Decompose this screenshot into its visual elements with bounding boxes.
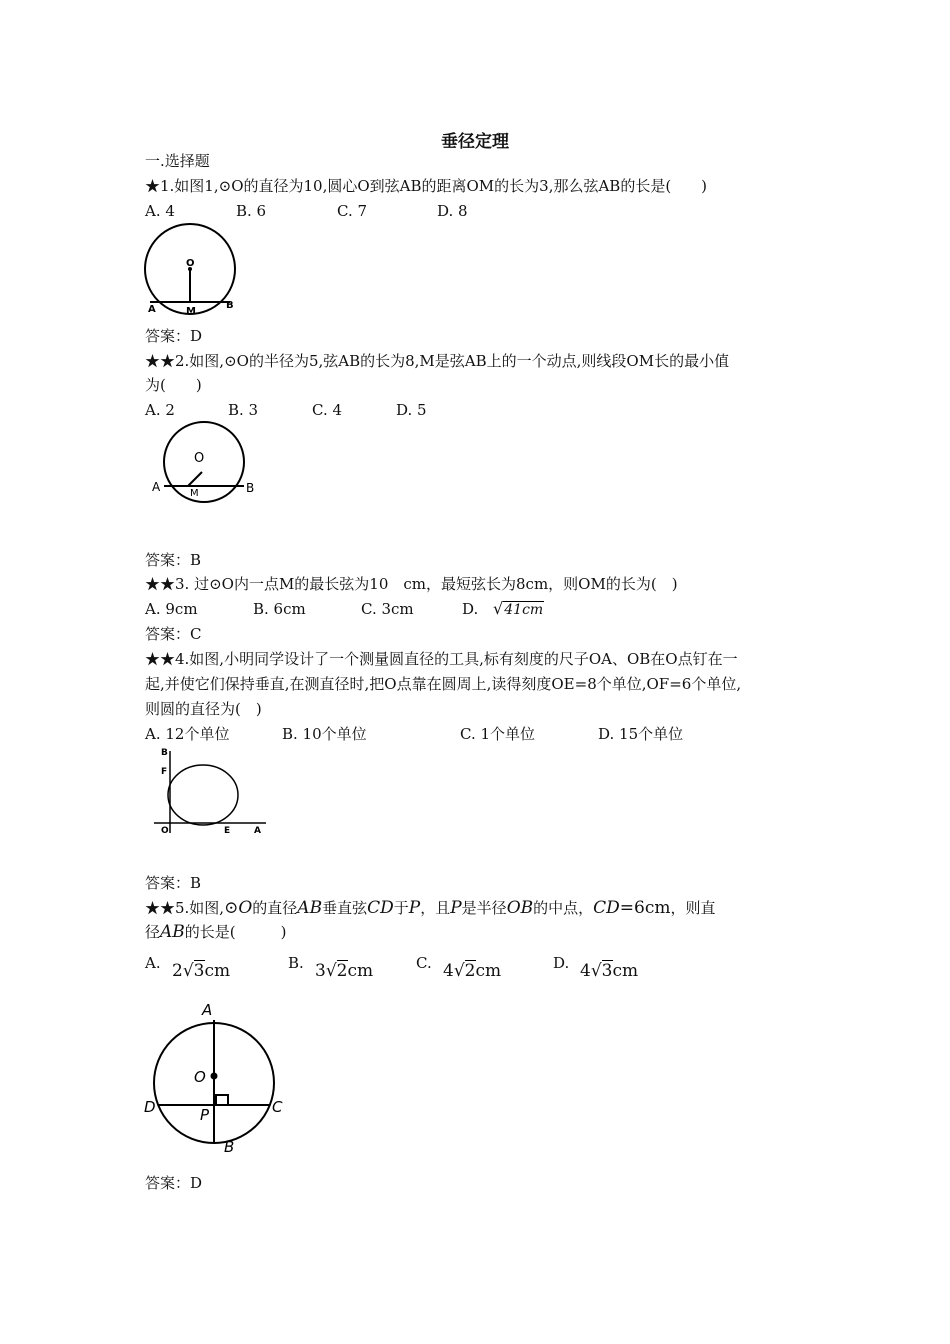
q5-option-b-rad: 2	[336, 961, 348, 981]
section-heading: 一.选择题	[145, 152, 210, 170]
q3-option-d-label: D.	[462, 600, 479, 618]
q5-var-p2: P	[450, 898, 462, 918]
q5-option-b-value	[315, 961, 373, 981]
q5-option-d-unit: cm	[612, 961, 639, 981]
q5-option-b-unit: cm	[347, 961, 374, 981]
q5-option-a-unit: cm	[204, 961, 231, 981]
q2-label-o: O	[194, 451, 205, 466]
q5-var-o: O	[238, 898, 253, 918]
q4-answer: 答案：B	[145, 874, 202, 892]
question-3-text: ★★3. 过⊙O内一点M的最长弦为10 cm，最短弦长为8cm，则OM的长为( )	[145, 575, 678, 593]
q5-option-c-unit: cm	[475, 961, 502, 981]
q5-var-ab2: AB	[160, 922, 185, 942]
q3-answer: 答案：C	[145, 625, 202, 643]
q5-option-b-coef: 3	[315, 961, 326, 981]
q4-option-b: B. 10个单位	[282, 725, 367, 743]
q5-option-a-label: A.	[145, 954, 161, 972]
q1-label-a: A	[148, 304, 156, 315]
q4-circle	[168, 765, 238, 825]
q2-segment-om	[188, 472, 202, 486]
q5-option-d-label: D.	[553, 954, 570, 972]
q1-answer: 答案：D	[145, 327, 203, 345]
q5-t3: 于	[393, 899, 409, 917]
q5-option-a-coef: 2	[172, 961, 183, 981]
q3-option-b: B. 6cm	[253, 600, 306, 618]
q5-cd-eq: =6cm	[619, 898, 671, 918]
q1-option-a: A. 4	[145, 202, 175, 220]
q4-option-d: D. 15个单位	[598, 725, 684, 743]
q2-label-b: B	[246, 481, 255, 495]
sqrt-icon: √	[590, 961, 602, 981]
q5-right-angle-mark	[216, 1095, 228, 1105]
q4-option-c: C. 1个单位	[460, 725, 536, 743]
q5-label-c: C	[272, 1098, 283, 1116]
question-5-text-line1	[145, 898, 716, 918]
q5-var-cd: CD	[367, 898, 394, 918]
q1-figure	[138, 222, 248, 320]
q5-label-o: O	[194, 1068, 206, 1086]
question-1-text: ★1.如图1,⊙O的直径为10,圆心O到弦AB的距离OM的长为3,那么弦AB的长是( )	[145, 177, 708, 195]
q4-figure	[148, 743, 270, 838]
q5-figure	[140, 1000, 295, 1158]
q5-t5: 是半径	[461, 899, 507, 917]
q3-option-c: C. 3cm	[361, 600, 414, 618]
q5-option-a-rad: 3	[193, 961, 205, 981]
q5-line2-a: 径	[145, 923, 161, 941]
question-5-text-line2	[145, 922, 287, 942]
q1-label-m: M	[186, 306, 196, 317]
q1-label-o: O	[186, 258, 195, 269]
q5-t6: 的中点，	[533, 899, 594, 917]
q3-option-d	[462, 599, 544, 620]
q2-option-c: C. 4	[312, 401, 343, 419]
q1-label-b: B	[226, 300, 234, 311]
q5-label-b: B	[224, 1138, 235, 1156]
q1-option-d: D. 8	[437, 202, 468, 220]
sqrt-icon: √	[493, 599, 504, 618]
q5-option-d-coef: 4	[580, 961, 591, 981]
q5-line2-b: 的长是( )	[184, 923, 287, 941]
q5-label-p: P	[200, 1106, 210, 1124]
sqrt-icon: √	[325, 961, 337, 981]
q2-label-m: M	[190, 488, 199, 499]
q4-label-f: F	[161, 767, 168, 777]
q5-label-a: A	[202, 1001, 213, 1019]
q1-option-b: B. 6	[236, 202, 267, 220]
q5-label-d: D	[144, 1098, 156, 1116]
q3-option-d-radicand: 41cm	[504, 602, 544, 618]
q5-option-c-label: C.	[416, 954, 432, 972]
q4-label-a: A	[254, 826, 261, 836]
q4-label-o: O	[161, 826, 169, 836]
sqrt-icon: √	[453, 961, 465, 981]
q3-option-a: A. 9cm	[145, 600, 198, 618]
question-4-text-line2: 起,并使它们保持垂直,在测直径时,把O点靠在圆周上,读得刻度OE=8个单位,OF=6个单位,	[145, 675, 742, 693]
q5-t4: ，且	[420, 899, 451, 917]
q5-var-p: P	[408, 898, 421, 918]
q5-var-ob: OB	[506, 898, 534, 918]
q2-answer: 答案：B	[145, 551, 202, 569]
q2-option-a: A. 2	[145, 401, 175, 419]
q5-option-d-rad: 3	[601, 961, 613, 981]
q5-option-c-value	[443, 961, 501, 981]
q2-option-d: D. 5	[396, 401, 427, 419]
q5-t7: ，则直	[670, 899, 716, 917]
q5-center-dot	[211, 1073, 218, 1080]
q5-option-d-value	[580, 961, 638, 981]
q4-option-a: A. 12个单位	[145, 725, 230, 743]
q5-option-c-rad: 2	[464, 961, 476, 981]
q5-t1: 的直径	[252, 899, 298, 917]
q5-option-b-label: B.	[288, 954, 304, 972]
q5-answer: 答案：D	[145, 1174, 203, 1192]
question-4-text-line3: 则圆的直径为( )	[145, 700, 262, 718]
q5-prefix: ★★5.如图,	[145, 899, 225, 917]
q2-option-b: B. 3	[228, 401, 259, 419]
circle-dot-icon: ⊙	[224, 898, 239, 918]
q4-label-e: E	[224, 826, 231, 836]
sqrt-icon: √	[182, 961, 194, 981]
q5-var-ab: AB	[297, 898, 323, 918]
q2-label-a: A	[152, 480, 161, 494]
q4-label-b: B	[161, 748, 168, 758]
question-4-text-line1: ★★4.如图,小明同学设计了一个测量圆直径的工具,标有刻度的尺子OA、OB在O点钉在一	[145, 650, 738, 668]
q1-option-c: C. 7	[337, 202, 368, 220]
q5-t2: 垂直弦	[322, 899, 368, 917]
page-title: 垂径定理	[441, 132, 509, 152]
q2-figure	[150, 420, 265, 508]
question-2-text-line1: ★★2.如图,⊙O的半径为5,弦AB的长为8,M是弦AB上的一个动点,则线段OM长的最小值	[145, 352, 730, 370]
question-2-text-line2: 为( )	[145, 376, 202, 394]
q5-var-cd2: CD	[593, 898, 620, 918]
q5-option-a-value	[172, 961, 230, 981]
q5-option-c-coef: 4	[443, 961, 454, 981]
